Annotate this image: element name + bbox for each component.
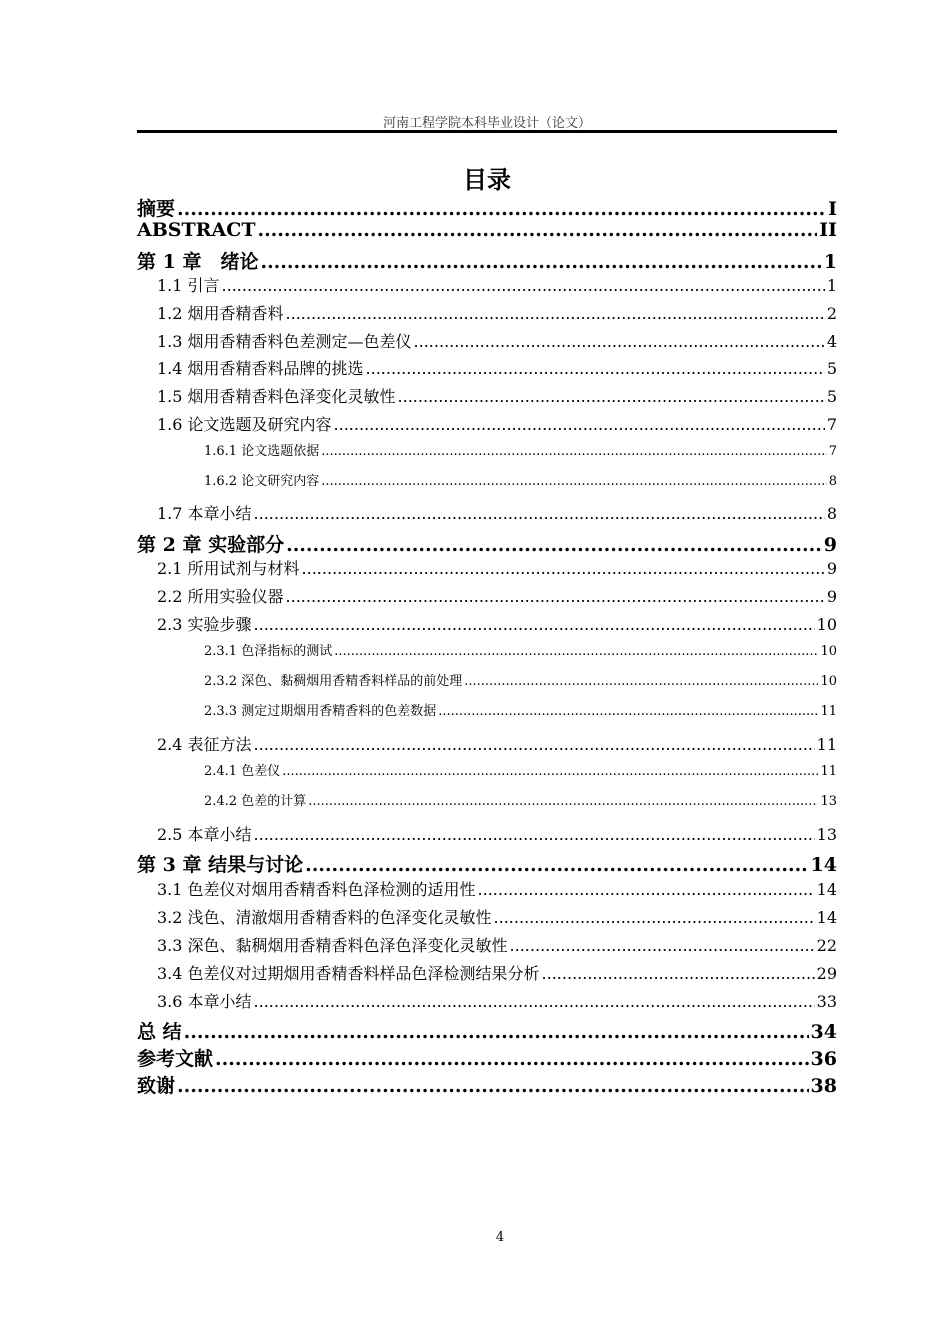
toc-entry-1-1[interactable]	[157, 273, 837, 299]
toc-entry-label: 2.3.2 深色、黏稠烟用香精香料样品的前处理	[204, 674, 463, 689]
dot-leader	[334, 644, 818, 659]
toc-entry-1-6-1[interactable]	[204, 440, 837, 466]
toc-entry-label: 2.5 本章小结	[157, 825, 252, 844]
dot-leader	[282, 764, 818, 779]
toc-entry-label: 参考文献	[137, 1048, 214, 1070]
toc-entry-summary[interactable]	[137, 1017, 837, 1043]
toc-entry-label: 2.1 所用试剂与材料	[157, 559, 300, 578]
toc-entry-label: 第 3 章 结果与讨论	[137, 854, 304, 876]
dot-leader	[414, 332, 825, 351]
toc-entry-label: 1.6.1 论文选题依据	[204, 444, 320, 459]
toc-page-number: 33	[816, 992, 837, 1011]
toc-entry-label: 摘要	[137, 198, 176, 220]
dot-leader	[510, 936, 815, 955]
toc-entry-chapter-2[interactable]	[137, 530, 837, 556]
toc-entry-label: 3.6 本章小结	[157, 992, 252, 1011]
toc-entry-chapter-3[interactable]	[137, 850, 837, 876]
dot-leader	[215, 1048, 809, 1070]
toc-page-number: 1	[823, 251, 837, 273]
toc-entry-1-3[interactable]	[157, 329, 837, 355]
dot-leader	[302, 559, 825, 578]
toc-page-number: 11	[820, 704, 837, 719]
toc-page-number: 5	[826, 359, 837, 378]
toc-page-number: 11	[816, 735, 837, 754]
toc-page-number: 14	[816, 908, 837, 927]
dot-leader	[398, 387, 825, 406]
toc-entry-1-2[interactable]	[157, 301, 837, 327]
dot-leader	[286, 587, 825, 606]
header-rule	[137, 130, 837, 133]
toc-entry-1-4[interactable]	[157, 356, 837, 382]
toc-entry-label: 3.4 色差仪对过期烟用香精香料样品色泽检测结果分析	[157, 964, 540, 983]
toc-page-number: 14	[810, 854, 837, 876]
dot-leader	[184, 1021, 809, 1043]
toc-page-number: 4	[826, 332, 837, 351]
toc-page-number: 10	[820, 674, 837, 689]
toc-entry-1-6[interactable]	[157, 412, 837, 438]
toc-entry-label: 2.3 实验步骤	[157, 615, 252, 634]
toc-page-number: 38	[810, 1075, 837, 1097]
toc-page-number: 36	[810, 1048, 837, 1070]
toc-page-number: 29	[816, 964, 837, 983]
toc-entry-label: 第 1 章 绪论	[137, 251, 259, 273]
toc-entry-label: 1.6.2 论文研究内容	[204, 474, 320, 489]
toc-page-number: 7	[828, 444, 837, 459]
toc-entry-label: 1.3 烟用香精香料色差测定—色差仪	[157, 332, 412, 351]
dot-leader	[464, 674, 818, 689]
toc-entry-label: 2.2 所用实验仪器	[157, 587, 284, 606]
toc-entry-label: 2.3.3 测定过期烟用香精香料的色差数据	[204, 704, 437, 719]
toc-entry-label: 2.4.1 色差仪	[204, 764, 281, 779]
dot-leader	[254, 735, 815, 754]
toc-page-number: 34	[810, 1021, 837, 1043]
dot-leader	[305, 854, 808, 876]
toc-entry-3-2[interactable]	[157, 905, 837, 931]
toc-entry-label: 3.3 深色、黏稠烟用香精香料色泽色泽变化灵敏性	[157, 936, 508, 955]
toc-entry-2-4[interactable]	[157, 732, 837, 758]
toc-entry-2-3-3[interactable]	[204, 700, 837, 726]
toc-entry-label: 1.6 论文选题及研究内容	[157, 415, 332, 434]
toc-entry-3-6[interactable]	[157, 989, 837, 1015]
toc-page-number: 7	[826, 415, 837, 434]
toc-entry-1-6-2[interactable]	[204, 470, 837, 496]
dot-leader	[308, 794, 818, 809]
toc-entry-label: 第 2 章 实验部分	[137, 534, 285, 556]
toc-entry-label: 2.4.2 色差的计算	[204, 794, 307, 809]
dot-leader	[254, 504, 825, 523]
dot-leader	[321, 474, 827, 489]
toc-page-number: 5	[826, 387, 837, 406]
toc-page-number: 1	[826, 276, 837, 295]
toc-entry-references[interactable]	[137, 1044, 837, 1070]
toc-entry-label: 致谢	[137, 1075, 176, 1097]
page-number-footer: 4	[495, 1230, 505, 1245]
dot-leader	[542, 964, 815, 983]
dot-leader	[286, 304, 825, 323]
dot-leader	[438, 704, 818, 719]
dot-leader	[222, 276, 825, 295]
toc-page-number: 22	[816, 936, 837, 955]
toc-entry-label: 3.1 色差仪对烟用香精香料色泽检测的适用性	[157, 880, 476, 899]
toc-entry-2-3-1[interactable]	[204, 640, 837, 666]
dot-leader	[254, 992, 815, 1011]
toc-entry-abstract-en[interactable]	[137, 219, 837, 245]
toc-entry-3-4[interactable]	[157, 961, 837, 987]
dot-leader	[177, 1075, 809, 1097]
toc-entry-label: 1.4 烟用香精香料品牌的挑选	[157, 359, 364, 378]
toc-entry-label: 1.2 烟用香精香料	[157, 304, 284, 323]
toc-entry-label: 3.2 浅色、清澈烟用香精香料的色泽变化灵敏性	[157, 908, 492, 927]
toc-page-number: 9	[826, 587, 837, 606]
toc-entry-2-1[interactable]	[157, 556, 837, 582]
toc-page-number: 14	[816, 880, 837, 899]
page-header: 河南工程学院本科毕业设计（论文）	[382, 116, 591, 131]
toc-entry-label: 1.7 本章小结	[157, 504, 252, 523]
toc-page-number: 8	[826, 504, 837, 523]
toc-page-number: 9	[823, 534, 837, 556]
toc-entry-abstract-cn[interactable]	[137, 194, 837, 220]
toc-page-number: 2	[826, 304, 837, 323]
dot-leader	[257, 219, 817, 241]
toc-page-number: I	[828, 198, 837, 220]
toc-entry-label: 1.1 引言	[157, 276, 220, 295]
toc-title: 目录	[463, 166, 511, 194]
toc-page-number: 8	[828, 474, 837, 489]
dot-leader	[177, 198, 826, 220]
toc-entry-label: 1.5 烟用香精香料色泽变化灵敏性	[157, 387, 396, 406]
dot-leader	[286, 534, 822, 556]
toc-page-number: 9	[826, 559, 837, 578]
toc-entry-2-4-2[interactable]	[204, 790, 837, 816]
toc-page-number: 10	[820, 644, 837, 659]
toc-entry-3-3[interactable]	[157, 933, 837, 959]
toc-entry-2-5[interactable]	[157, 822, 837, 848]
toc-page-number: 11	[820, 764, 837, 779]
toc-entry-2-4-1[interactable]	[204, 760, 837, 786]
dot-leader	[334, 415, 825, 434]
dot-leader	[260, 251, 821, 273]
dot-leader	[254, 825, 815, 844]
toc-entry-2-3[interactable]	[157, 612, 837, 638]
toc-entry-2-3-2[interactable]	[204, 670, 837, 696]
dot-leader	[494, 908, 815, 927]
toc-entry-1-7[interactable]	[157, 501, 837, 527]
dot-leader	[254, 615, 815, 634]
toc-entry-chapter-1[interactable]	[137, 247, 837, 273]
dot-leader	[478, 880, 815, 899]
toc-entry-label: 总 结	[137, 1021, 182, 1043]
toc-page-number: 10	[816, 615, 837, 634]
toc-entry-label: 2.3.1 色泽指标的测试	[204, 644, 333, 659]
toc-page-number: II	[819, 219, 837, 241]
toc-entry-label: ABSTRACT	[137, 219, 256, 241]
toc-entry-acknowledgement[interactable]	[137, 1071, 837, 1097]
dot-leader	[321, 444, 827, 459]
dot-leader	[366, 359, 825, 378]
toc-entry-2-2[interactable]	[157, 584, 837, 610]
toc-entry-label: 2.4 表征方法	[157, 735, 252, 754]
toc-page-number: 13	[816, 825, 837, 844]
toc-entry-3-1[interactable]	[157, 877, 837, 903]
toc-entry-1-5[interactable]	[157, 384, 837, 410]
toc-page-number: 13	[820, 794, 837, 809]
